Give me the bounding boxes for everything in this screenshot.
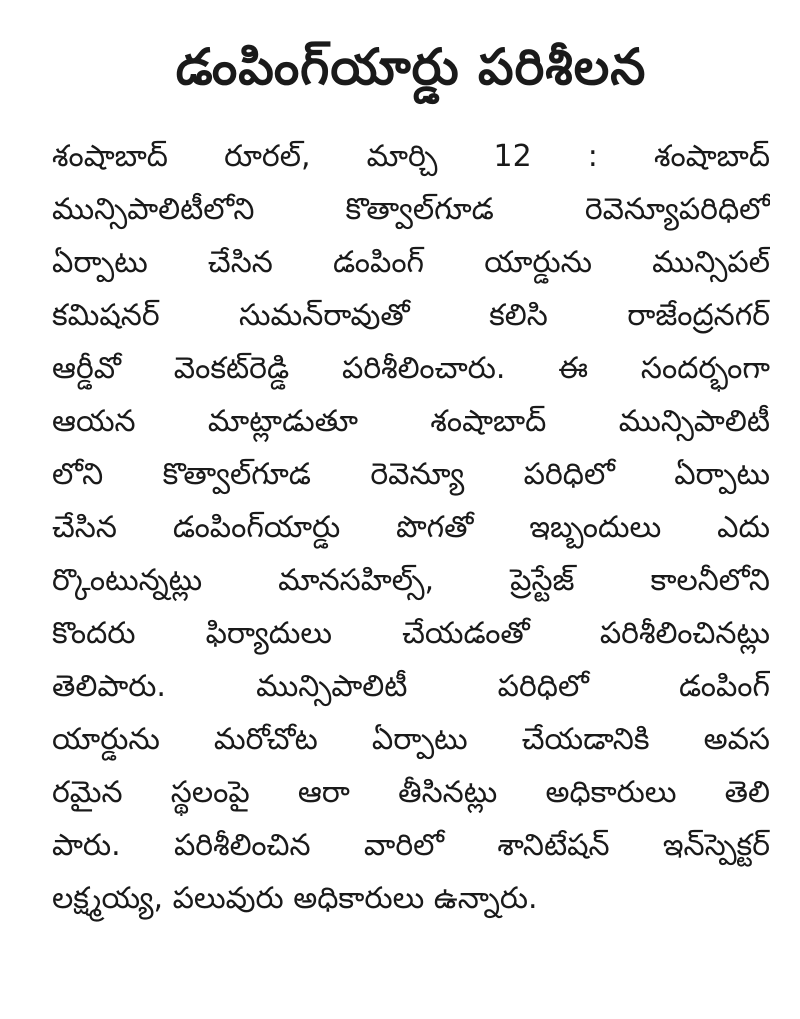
article-line: ఆయన మాట్లాడుతూ శంషాబాద్ మున్సిపాలిటీ: [52, 404, 770, 439]
article-line: చేసిన డంపింగ్‌యార్డు పొగతో ఇబ్బందులు ఎదు: [52, 510, 770, 545]
article-line: యార్డును మరోచోట ఏర్పాటు చేయడానికి అవస: [52, 722, 770, 757]
article-line: ఏర్పాటు చేసిన డంపింగ్ యార్డును మున్సిపల్: [52, 245, 770, 280]
article-line: పారు. పరిశీలించిన వారిలో శానిటేషన్ ఇన్‌స్పెక్టర్: [52, 828, 770, 863]
article-line: లక్ష్మయ్య, పలువురు అధికారులు ఉన్నారు.: [52, 881, 538, 916]
article-body: [52, 130, 770, 925]
article-line: కమిషనర్ సుమన్‌రావుతో కలిసి రాజేంద్రనగర్: [52, 298, 770, 333]
article-line: రమైన స్థలంపై ఆరా తీసినట్లు అధికారులు తెలి: [52, 775, 770, 810]
article-line: లోని కొత్వాల్‌గూడ రెవెన్యూ పరిధిలో ఏర్పాటు: [52, 457, 770, 492]
article-line: శంషాబాద్ రూరల్, మార్చి 12 : శంషాబాద్: [52, 139, 770, 174]
article-line: ర్కొంటున్నట్లు మానసహిల్స్, ప్రెస్టేజ్ కాలనీలోని: [52, 563, 770, 598]
article-headline: డంపింగ్‌యార్డు పరిశీలన: [175, 38, 647, 96]
article-line: మున్సిపాలిటీలోని కొత్వాల్‌గూడ రెవెన్యూపరిధిలో: [52, 192, 770, 227]
article-line: కొందరు ఫిర్యాదులు చేయడంతో పరిశీలించినట్లు: [52, 616, 770, 651]
article-line: తెలిపారు. మున్సిపాలిటీ పరిధిలో డంపింగ్: [52, 669, 770, 704]
article-line: ఆర్డీవో వెంకట్‌రెడ్డి పరిశీలించారు. ఈ సందర్భంగా: [52, 351, 770, 386]
